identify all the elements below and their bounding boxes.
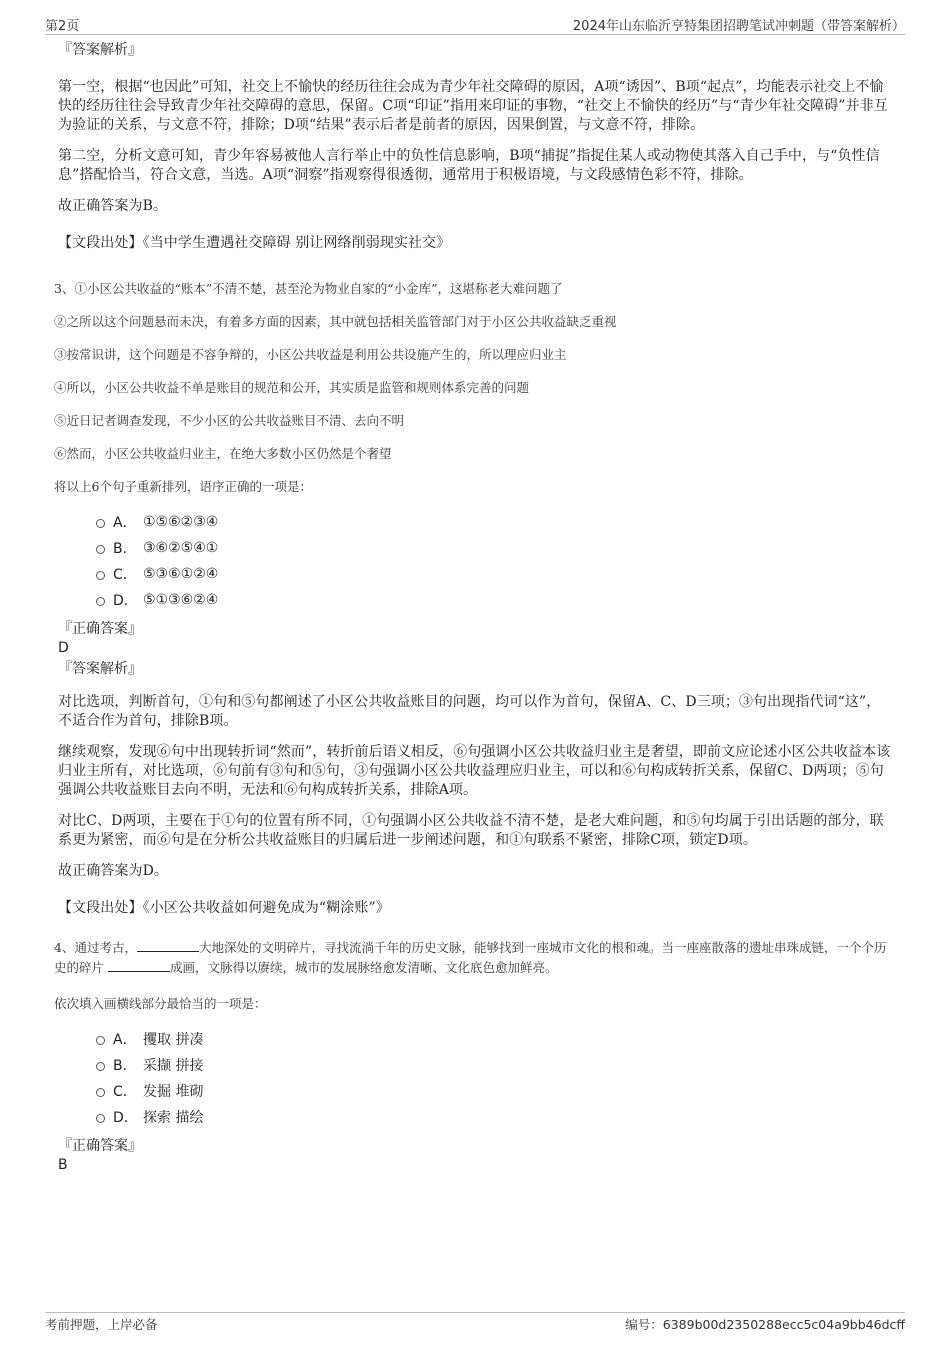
q3-sentence-5: ⑤近日记者调查发现，不少小区的公共收益账目不清、去向不明 (54, 413, 405, 428)
page-header (45, 12, 905, 35)
q3-sentence-1: 3、①小区公共收益的“账本”不清不楚，甚至沦为物业自家的“小金库”，这堪称老大难问题了 (54, 281, 563, 296)
page-content (54, 40, 893, 1174)
q4-option-a[interactable]: A． 攫取 拼凑 (96, 1026, 893, 1052)
q3-option-b[interactable]: B． ③⑥②⑤④① (96, 535, 893, 561)
fill-blank-1 (137, 939, 199, 952)
q3-analysis-p3: 对比C、D两项，主要在于①句的位置有所不同，①句强调小区公共收益不清不楚，是老大难问题，和⑤句均属于引出话题的部分，联系更为紧密，而⑥句是在分析公共收益账目的归属后进一步阐述问题，和①句联系不紧密，排除C项，锁定D项。 (58, 813, 884, 848)
q3-option-c[interactable]: C． ⑤③⑥①②④ (96, 561, 893, 587)
q4-answer-label: 『正确答案』 (58, 1138, 142, 1154)
q3-analysis-label: 『答案解析』 (58, 661, 142, 677)
q4-options (96, 1026, 893, 1130)
q3-option-d[interactable]: D． ⑤①③⑥②④ (96, 587, 893, 613)
q4-option-c[interactable]: C． 发掘 堆砌 (96, 1078, 893, 1104)
radio-button[interactable] (96, 519, 105, 528)
q3-sentence-6: ⑥然而，小区公共收益归业主，在绝大多数小区仍然是个奢望 (54, 446, 392, 461)
q3-conclusion: 故正确答案为D。 (58, 863, 169, 879)
q3-answer-label: 『正确答案』 (58, 621, 142, 637)
document-title: 2024年山东临沂亨特集团招聘笔试冲刺题（带答案解析） (572, 19, 905, 34)
radio-button[interactable] (96, 1114, 105, 1123)
radio-button[interactable] (96, 1062, 105, 1071)
q2-analysis-label: 『答案解析』 (58, 42, 142, 58)
q2-source: 【文段出处】《当中学生遭遇社交障碍 别让网络削弱现实社交》 (58, 235, 451, 251)
q3-answer: D (58, 640, 69, 656)
q3-source: 【文段出处】《小区公共收益如何避免成为“糊涂账”》 (58, 900, 390, 916)
page-number: 第2页 (45, 19, 80, 34)
q3-prompt: 将以上6个句子重新排列，语序正确的一项是： (54, 479, 312, 494)
q4-answer: B (58, 1157, 68, 1173)
q3-analysis-p2: 继续观察，发现⑥句中出现转折词“然而”，转折前后语义相反，⑥句强调小区公共收益归业主是奢望，即前文应论述小区公共收益本该归业主所有，对比选项，⑥句前有③句和⑤句，③句强调小区公共收益理应归业主，可以和⑥句构成转折关系，保留C、D两项；⑤句强调公共收益账目去向不明，无法和⑥句构成转折关系，排除A项。 (58, 744, 891, 798)
radio-button[interactable] (96, 545, 105, 554)
q2-conclusion: 故正确答案为B。 (58, 198, 168, 214)
document-id: 编号：6389b00d2350288ecc5c04a9bb46dcff (625, 1317, 905, 1332)
q4-option-d[interactable]: D． 探索 描绘 (96, 1104, 893, 1130)
q2-analysis-p2: 第二空，分析文意可知，青少年容易被他人言行举止中的负性信息影响，B项“捕捉”指捉住某人或动物使其落入自己手中，与“负性信息”搭配恰当，符合文意，当选。A项“洞察”指观察得很透彻，通常用于积极语境，与文段感情色彩不符，排除。 (58, 148, 880, 183)
q4-prompt: 依次填入画横线部分最恰当的一项是： (54, 996, 267, 1011)
radio-button[interactable] (96, 597, 105, 606)
radio-button[interactable] (96, 571, 105, 580)
q3-analysis-p1: 对比选项，判断首句，①句和⑤句都阐述了小区公共收益账目的问题，均可以作为首句，保留A、C、D三项；③句出现指代词“这”，不适合作为首句，排除B项。 (58, 694, 881, 729)
q3-options (96, 509, 893, 613)
q3-sentence-3: ③按常识讲，这个问题是不容争辩的，小区公共收益是利用公共设施产生的，所以理应归业主 (54, 347, 567, 362)
footer-slogan: 考前押题，上岸必备 (45, 1317, 158, 1332)
q2-analysis-p1: 第一空，根据“也因此”可知，社交上不愉快的经历往往会成为青少年社交障碍的原因，A项“诱因”、B项“起点”，均能表示社交上不愉快的经历往往会导致青少年社交障碍的意思，保留。C项“印证”指用来印证的事物，“社交上不愉快的经历”与“青少年社交障碍”并非互为验证的关系，与文意不符，排除；D项“结果”表示后者是前者的原因，因果倒置，与文意不符，排除。 (58, 79, 888, 133)
q4-stem: 4、通过考古， 大地深处的文明碎片，寻找流淌千年的历史文脉，能够找到一座城市文化的根和魂。当一座座散落的遗址串珠成链，一个个历史的碎片 成画，文脉得以赓续，城市的发展脉络愈发清晰、文化底色愈加鲜亮。 (54, 940, 887, 975)
radio-button[interactable] (96, 1036, 105, 1045)
page-footer (45, 1312, 905, 1332)
q3-option-a[interactable]: A． ①⑤⑥②③④ (96, 509, 893, 535)
q3-sentence-2: ②之所以这个问题悬而未决，有着多方面的因素，其中就包括相关监管部门对于小区公共收益缺乏重视 (54, 314, 617, 329)
q4-option-b[interactable]: B． 采撷 拼接 (96, 1052, 893, 1078)
fill-blank-2 (108, 959, 170, 972)
q3-sentence-4: ④所以，小区公共收益不单是账目的规范和公开，其实质是监管和规则体系完善的问题 (54, 380, 530, 395)
radio-button[interactable] (96, 1088, 105, 1097)
